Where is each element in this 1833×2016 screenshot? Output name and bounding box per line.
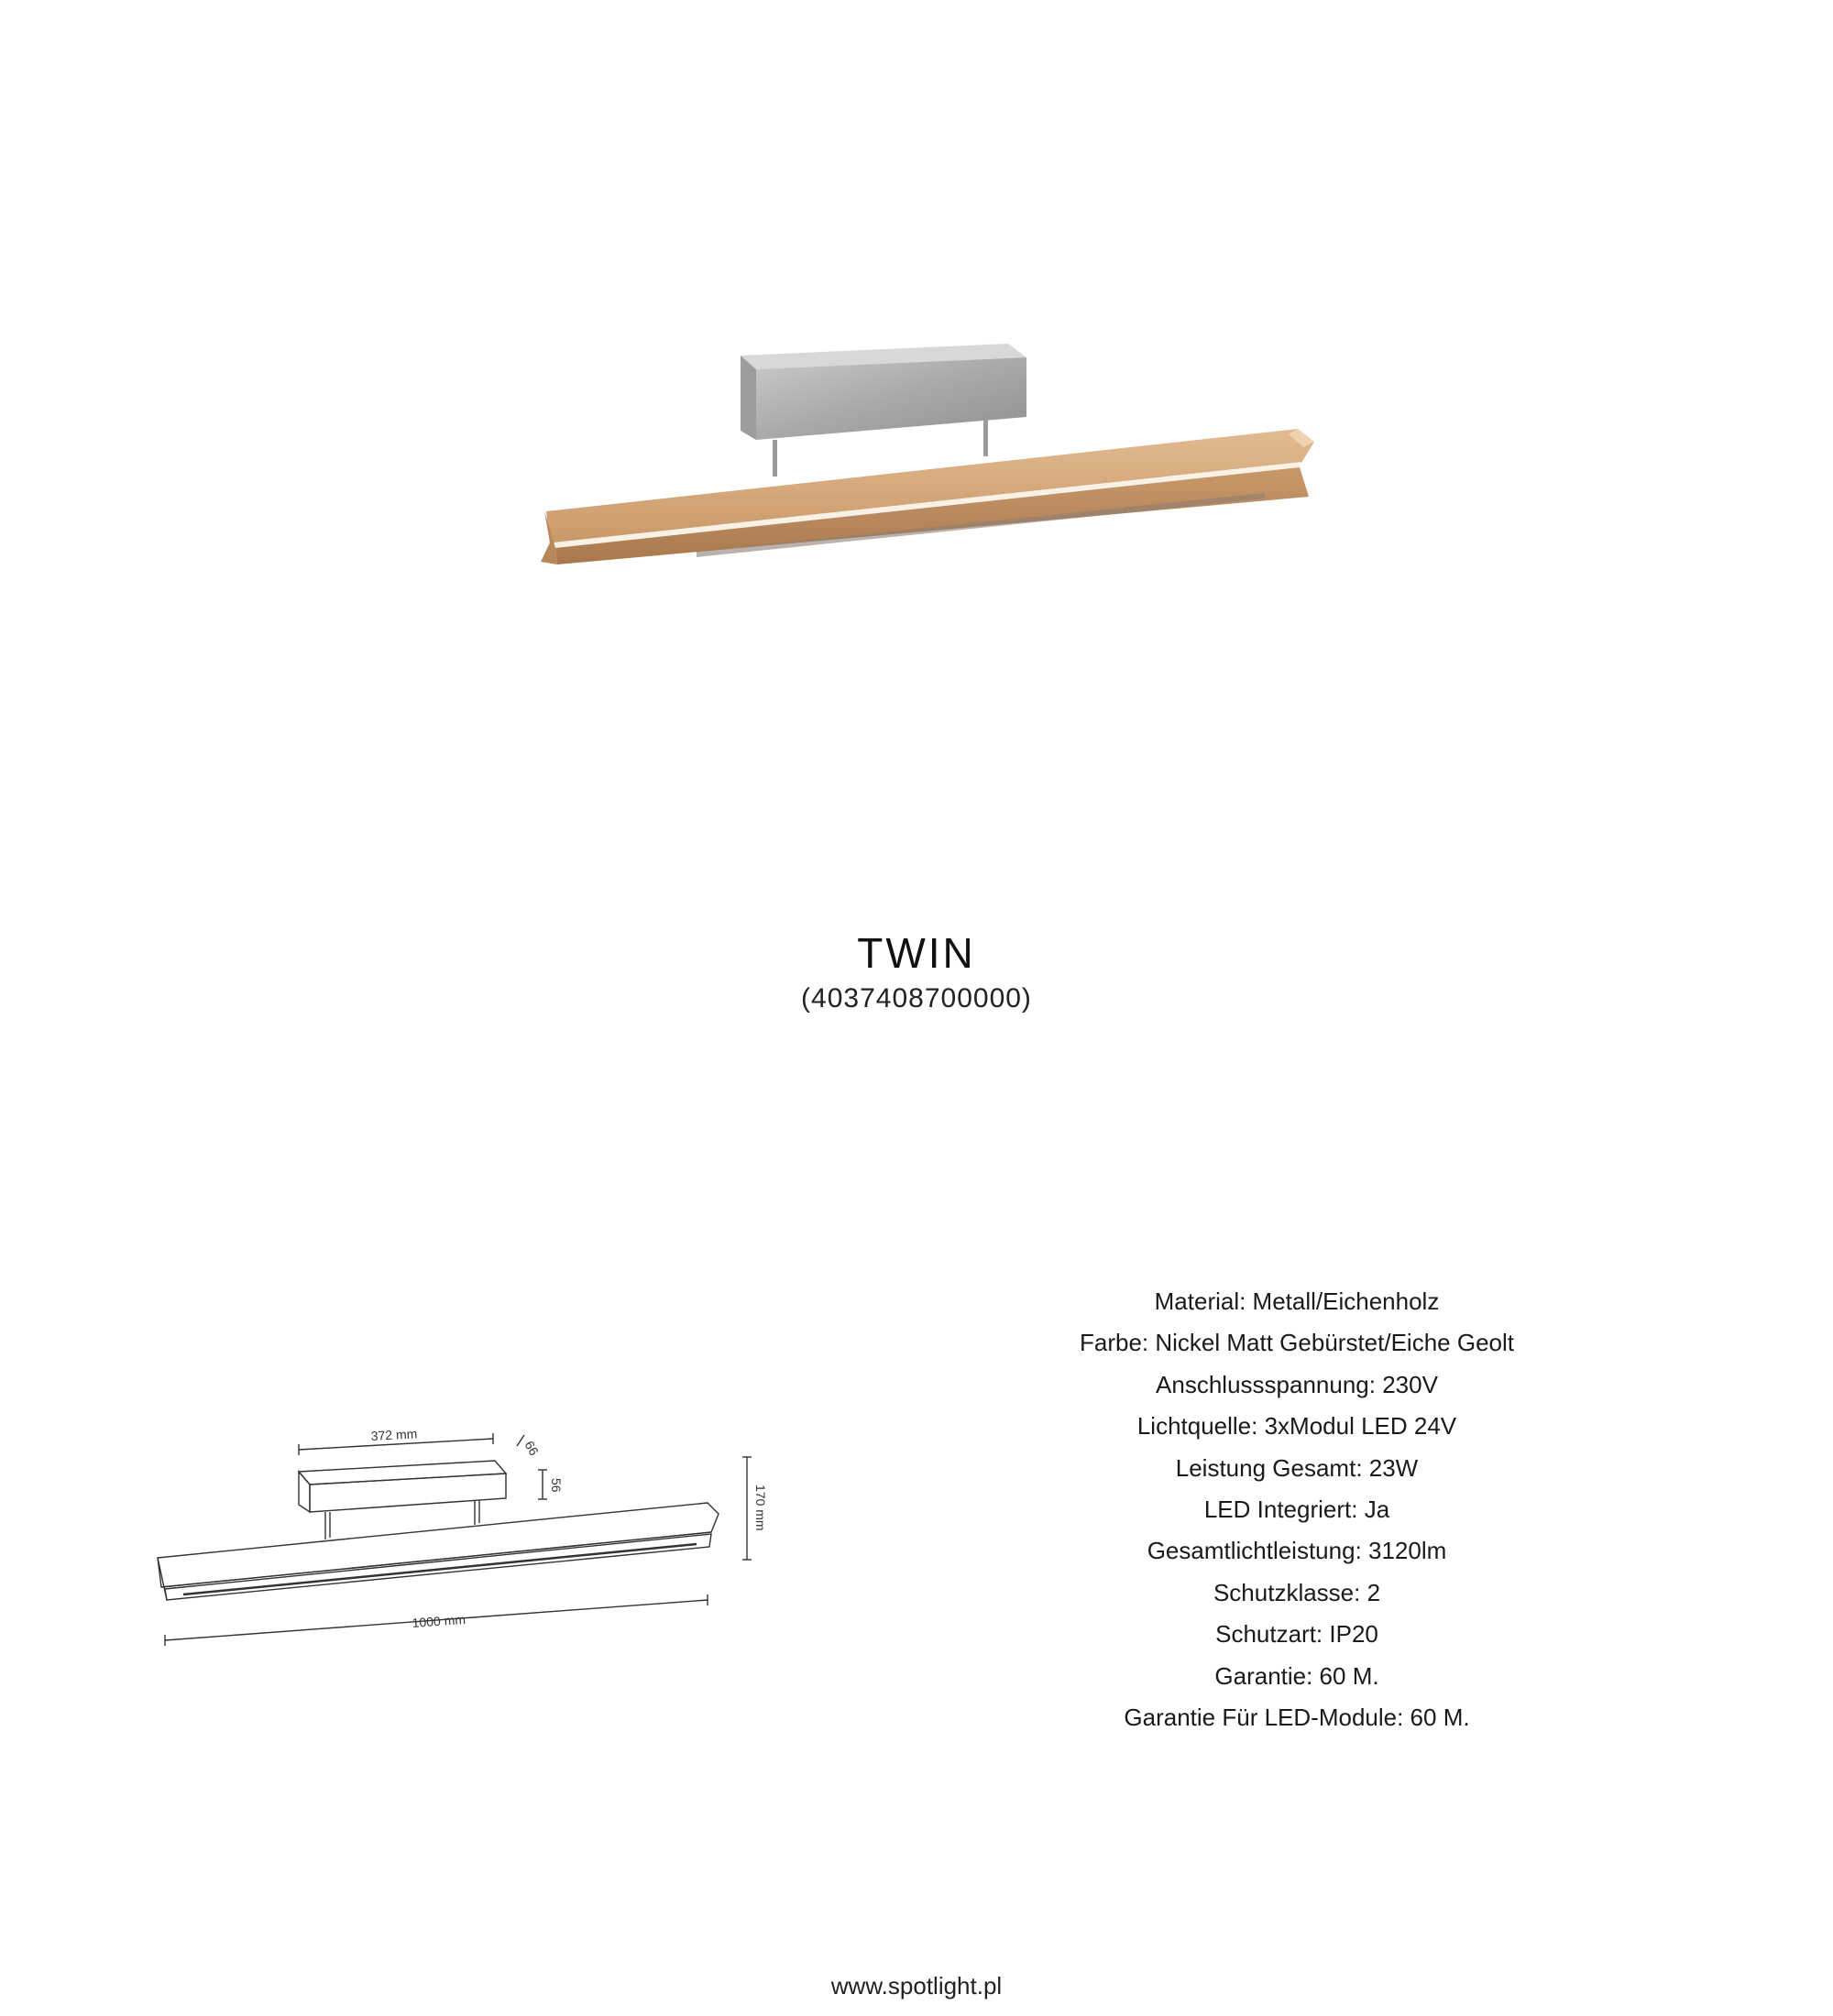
spec-list <box>1008 1281 1586 1738</box>
spec-warranty: Garantie: 60 M. <box>1214 1661 1379 1690</box>
spec-led-integrated: LED Integriert: Ja <box>1203 1496 1390 1524</box>
spec-led-warranty: Garantie Für LED-Module: 60 M. <box>1124 1704 1470 1732</box>
title-block <box>0 926 1833 1017</box>
dim-total-length: 1000 mm <box>412 1611 466 1630</box>
dim-canopy-height: 56 <box>549 1478 564 1493</box>
product-photo <box>513 339 1338 577</box>
product-code: (4037408700000) <box>801 983 1032 1013</box>
dimension-drawing <box>147 1393 807 1649</box>
spec-light-source: Lichtquelle: 3xModul LED 24V <box>1136 1412 1457 1441</box>
spec-material: Material: Metall/Eichenholz <box>1154 1287 1440 1315</box>
spec-voltage: Anschlussspannung: 230V <box>1156 1370 1438 1398</box>
spec-lumen: Gesamtlichtleistung: 3120lm <box>1147 1537 1447 1565</box>
dim-canopy-length: 372 mm <box>370 1426 418 1443</box>
spec-protection-class: Schutzklasse: 2 <box>1213 1578 1381 1606</box>
spec-power: Leistung Gesamt: 23W <box>1175 1453 1419 1482</box>
product-title: TWIN <box>857 929 976 977</box>
footer-url[interactable]: www.spotlight.pl <box>830 1972 1003 2000</box>
spec-color: Farbe: Nickel Matt Gebürstet/Eiche Geolt <box>1080 1329 1514 1357</box>
spec-ip-rating: Schutzart: IP20 <box>1215 1620 1378 1649</box>
dim-canopy-depth: 66 <box>521 1438 543 1458</box>
dim-total-height: 170 mm <box>753 1485 768 1531</box>
